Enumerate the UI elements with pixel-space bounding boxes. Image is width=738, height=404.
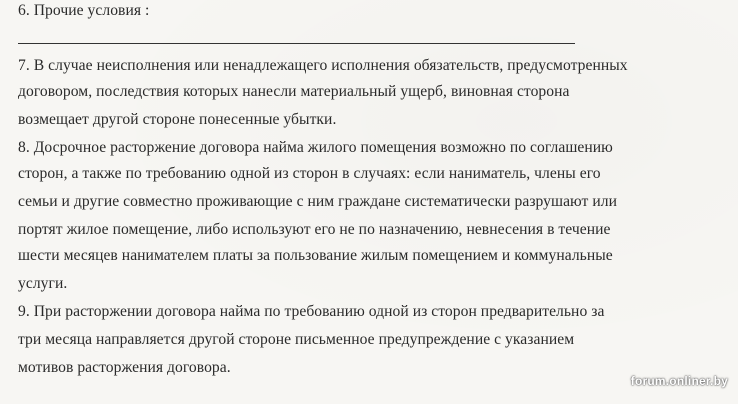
section-7-line-3: возмещает другой стороне понесенные убытки. <box>18 111 337 128</box>
section-9-line-2: три месяца направляется другой стороне письменное предупреждение с указанием <box>18 331 575 348</box>
section-9-line-1: 9. При расторжении договора найма по требованию одной из сторон предварительно за <box>18 303 605 320</box>
section-8-line-4: портят жилое помещение, либо используют его не по назначению, невнесения в течение <box>18 221 611 238</box>
section-8-line-5: шести месяцев нанимателем платы за пользование жилым помещением и коммунальные <box>18 247 613 264</box>
section-7-line-2: договором, последствия которых нанесли материальный ущерб, виновная сторона <box>18 83 570 100</box>
section-9-line-3: мотивов расторжения договора. <box>18 359 231 376</box>
section-8-line-1: 8. Досрочное расторжение договора найма жилого помещения возможно по соглашению <box>18 139 613 156</box>
section-8-line-3: семьи и другие совместно проживающие с ним граждане систематически разрушают или <box>18 193 617 210</box>
section-8-line-2: сторон, а также по требованию одной из сторон в случаях: если наниматель, члены его <box>18 165 601 182</box>
section-7-line-1: 7. В случае неисполнения или ненадлежащего исполнения обязательств, предусмотренных <box>18 57 628 74</box>
blank-fill-line <box>18 43 575 44</box>
section-8-line-6: услуги. <box>18 275 68 292</box>
section-6-heading: 6. Прочие условия : <box>18 2 150 19</box>
site-watermark: forum.onliner.by <box>630 374 728 388</box>
